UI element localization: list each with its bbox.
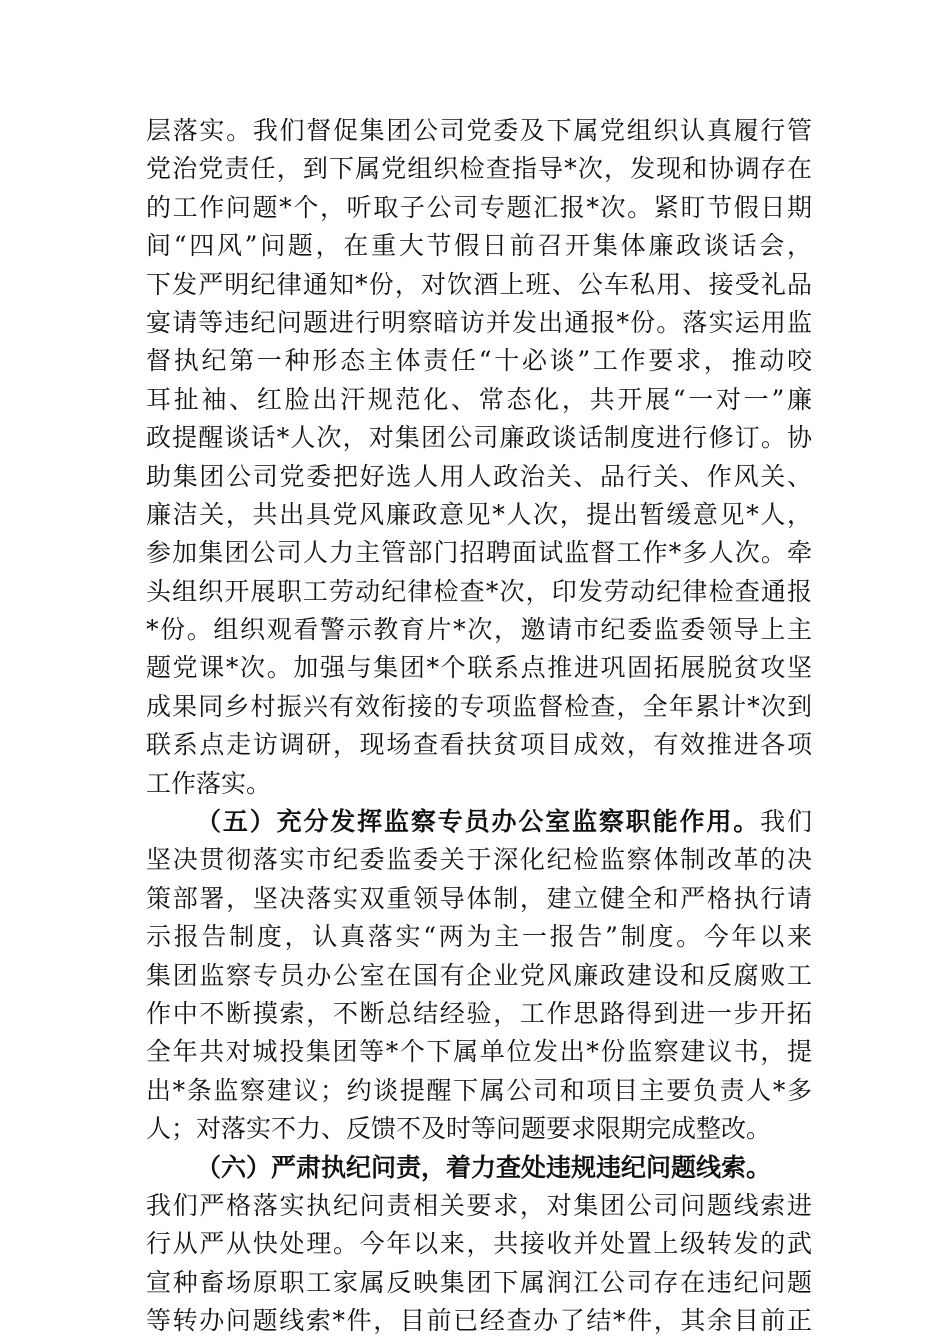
section-5-heading: （五）充分发挥监察专员办公室监察职能作用。: [196, 807, 761, 837]
body-line: 宣种畜场原职工家属反映集团下属润江公司存在违纪问题: [146, 1267, 812, 1297]
body-line: 工作落实。: [146, 768, 272, 798]
body-line: 宴请等违纪问题进行明察暗访并发出通报*份。落实运用监: [146, 307, 812, 337]
body-line: 助集团公司党委把好选人用人政治关、品行关、作风关、: [146, 461, 812, 491]
body-line: 策部署，坚决落实双重领导体制，建立健全和严格执行请: [146, 883, 812, 913]
body-line: 间“四风”问题，在重大节假日前召开集体廉政谈话会，: [146, 231, 812, 261]
section-6-heading: （六）严肃执纪问责，着力查处违规违纪问题线索。: [196, 1152, 772, 1182]
body-line: 党治党责任，到下属党组织检查指导*次，发现和协调存在: [146, 154, 812, 184]
body-line: 督执纪第一种形态主体责任“十必谈”工作要求，推动咬: [146, 346, 812, 376]
section-5-lead-text: 我们: [760, 807, 812, 837]
body-line: 集团监察专员办公室在国有企业党风廉政建设和反腐败工: [146, 960, 812, 990]
body-line: 作中不断摸索，不断总结经验，工作思路得到进一步开拓: [146, 998, 812, 1028]
body-line: 廉洁关，共出具党风廉政意见*人次，提出暂缓意见*人，: [146, 499, 812, 529]
body-line: 层落实。我们督促集团公司党委及下属党组织认真履行管: [146, 116, 812, 145]
body-line: 题党课*次。加强与集团*个联系点推进巩固拓展脱贫攻坚: [146, 653, 812, 683]
section-6-heading-line: [146, 1149, 812, 1187]
body-line: 等转办问题线索*件，目前已经查办了结*件，其余目前正: [146, 1306, 812, 1336]
body-line: 成果同乡村振兴有效衔接的专项监督检查，全年累计*次到: [146, 691, 812, 721]
section-5-lead-line: [146, 803, 812, 841]
body-line: 全年共对城投集团等*个下属单位发出*份监察建议书，提: [146, 1037, 812, 1067]
body-line: 下发严明纪律通知*份，对饮酒上班、公车私用、接受礼品: [146, 269, 812, 299]
body-line: 行从严从快处理。今年以来，共接收并处置上级转发的武: [146, 1229, 812, 1259]
body-line: 头组织开展职工劳动纪律检查*次，印发劳动纪律检查通报: [146, 576, 812, 606]
body-line: 人；对落实不力、反馈不及时等问题要求限期完成整改。: [146, 1114, 772, 1144]
body-line: 我们严格落实执纪问责相关要求，对集团公司问题线索进: [146, 1190, 812, 1220]
body-line: 坚决贯彻落实市纪委监委关于深化纪检监察体制改革的决: [146, 845, 812, 875]
body-line: 出*条监察建议；约谈提醒下属公司和项目主要负责人*多: [146, 1075, 812, 1105]
body-line: 政提醒谈话*人次，对集团公司廉政谈话制度进行修订。协: [146, 423, 812, 453]
body-line: *份。组织观看警示教育片*次，邀请市纪委监委领导上主: [146, 615, 812, 645]
body-line: 示报告制度，认真落实“两为主一报告”制度。今年以来: [146, 922, 812, 952]
body-line: 耳扯袖、红脸出汗规范化、常态化，共开展“一对一”廉: [146, 384, 812, 414]
body-line: 参加集团公司人力主管部门招聘面试监督工作*多人次。牵: [146, 538, 812, 568]
body-line: 的工作问题*个，听取子公司专题汇报*次。紧盯节假日期: [146, 192, 812, 222]
document-body: [146, 112, 812, 1341]
body-line: 联系点走访调研，现场查看扶贫项目成效，有效推进各项: [146, 730, 812, 760]
